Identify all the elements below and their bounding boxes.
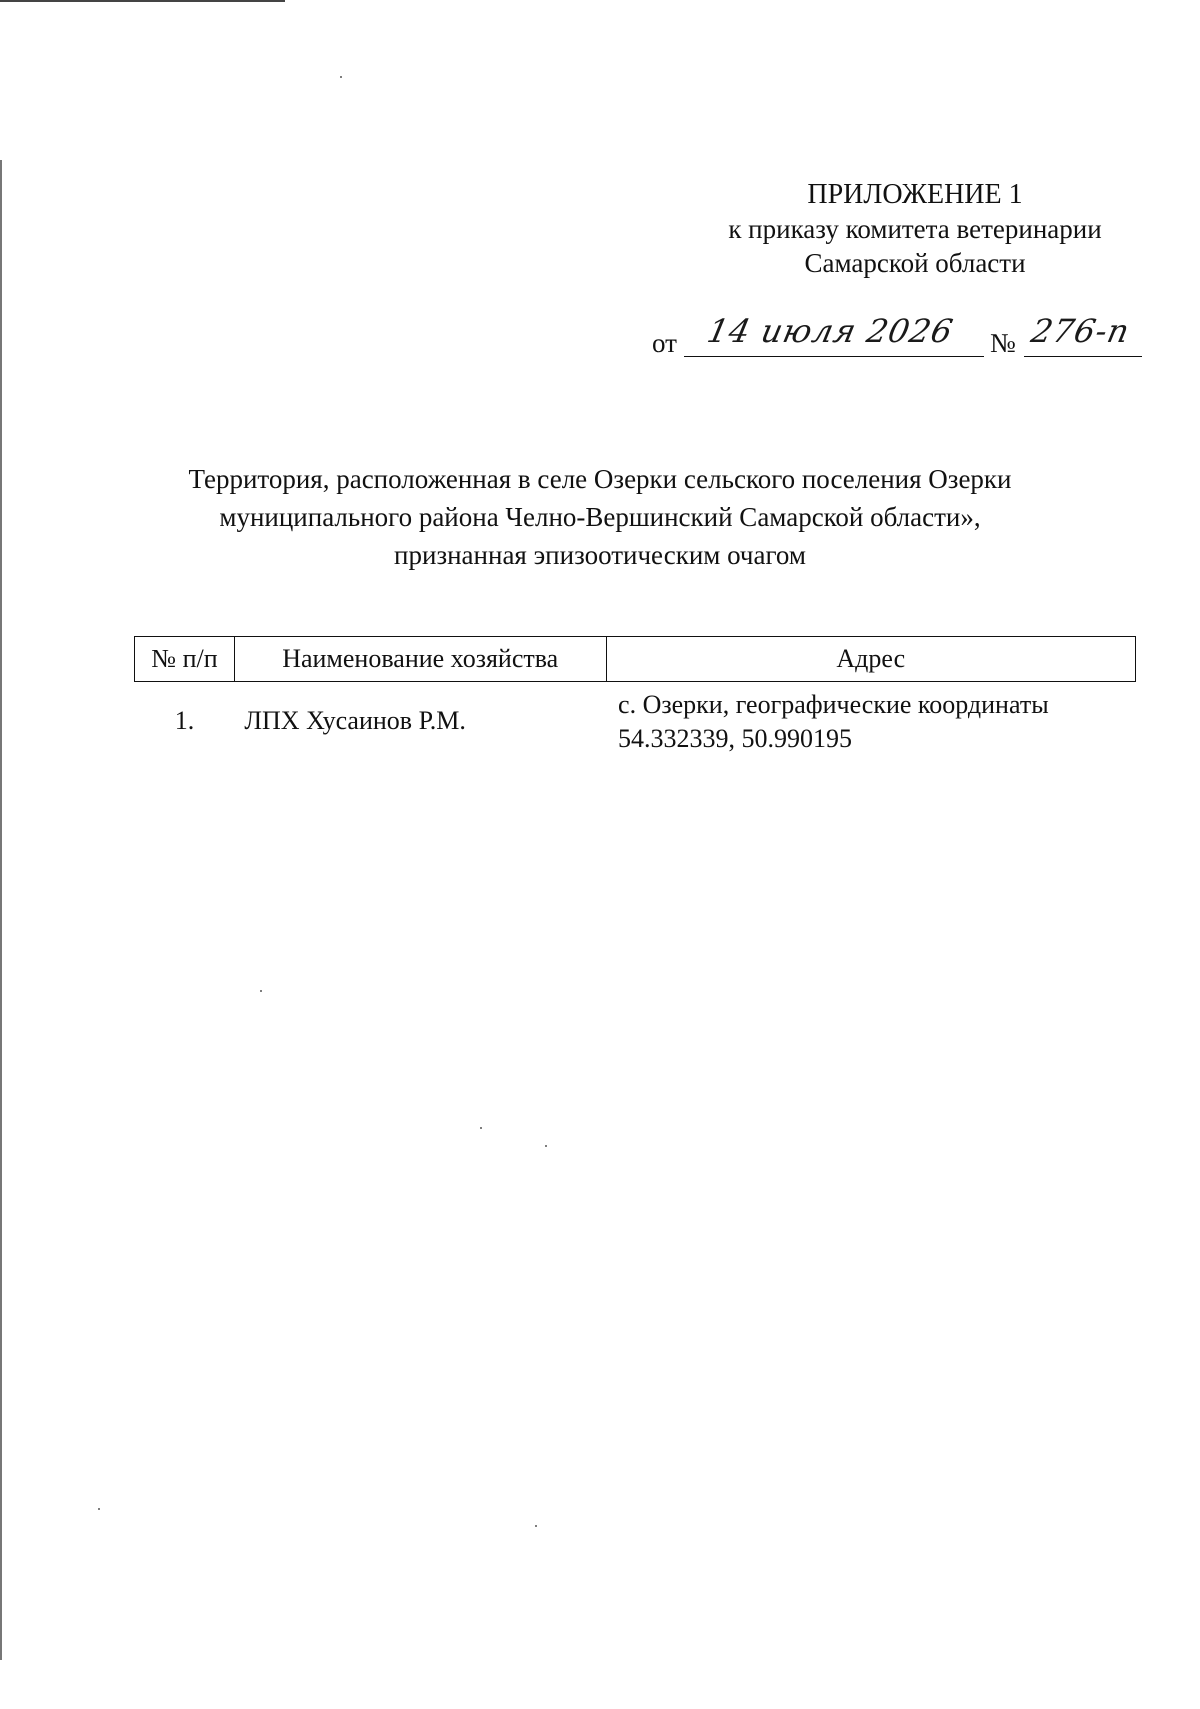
scan-edge-top-fragment: [225, 0, 255, 2]
date-prefix: от: [652, 328, 677, 358]
scan-speck: [98, 1508, 100, 1510]
heading-line-2: муниципального района Челно-Вершинский Самарской области»,: [219, 502, 981, 532]
appendix-title: ПРИЛОЖЕНИЕ 1: [807, 179, 1023, 210]
appendix-region-line: Самарской области: [804, 248, 1026, 278]
column-header-farm-name: Наименование хозяйства: [234, 637, 606, 682]
order-date-number-line: [652, 312, 1152, 366]
scan-edge-top-fragment: [265, 0, 285, 2]
heading-line-1: Территория, расположенная в селе Озерки сельского поселения Озерки: [188, 464, 1012, 494]
address-line-2: 54.332339, 50.990195: [618, 724, 853, 753]
column-header-number: № п/п: [135, 637, 235, 682]
table-header-row: [135, 637, 1136, 682]
document-heading: [150, 460, 1050, 574]
appendix-block: [690, 178, 1140, 280]
column-header-address: Адрес: [606, 637, 1135, 682]
number-prefix: №: [990, 328, 1016, 358]
farm-name: ЛПХ Хусаинов Р.М.: [244, 706, 466, 735]
address-line-1: с. Озерки, географические координаты: [618, 690, 1049, 719]
farm-address: [606, 682, 1135, 757]
scan-speck: [545, 1145, 547, 1147]
scan-speck: [535, 1525, 537, 1527]
date-underline: [684, 356, 984, 357]
scan-edge-left: [0, 160, 2, 1660]
scan-speck: [480, 1127, 482, 1129]
handwritten-date: 14 июля 2026: [703, 312, 957, 350]
heading-line-3: признанная эпизоотическим очагом: [394, 540, 806, 570]
scan-speck: [340, 76, 342, 78]
appendix-reference-line: к приказу комитета ветеринарии: [728, 214, 1102, 244]
row-number: 1.: [174, 706, 195, 735]
handwritten-number: 276-п: [1027, 312, 1134, 350]
number-underline: [1024, 356, 1142, 357]
table-row: [135, 682, 1136, 757]
scan-speck: [260, 990, 262, 992]
farm-registry-table: [134, 636, 1136, 756]
